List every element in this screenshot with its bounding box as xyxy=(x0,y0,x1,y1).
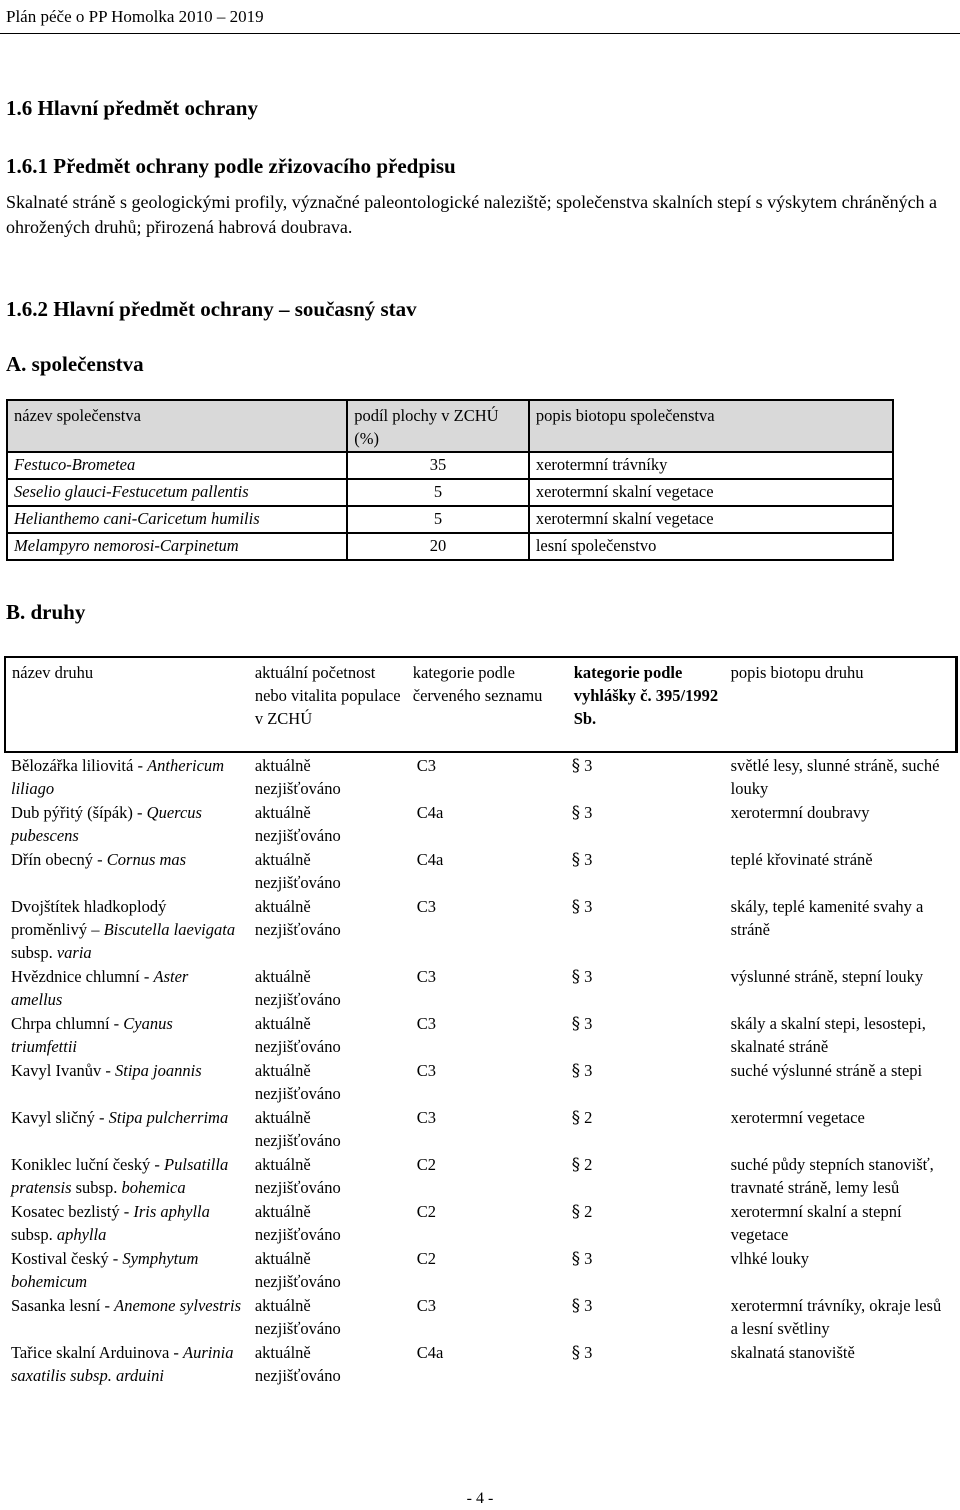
population-status-line1: aktuálně xyxy=(254,967,311,986)
species-latin-name: Aurinia saxatilis subsp. arduini xyxy=(11,1343,234,1385)
species-latin-name: Cornus mas xyxy=(106,850,187,869)
area-share: 5 xyxy=(347,506,529,533)
population-status-line2: nezjišťováno xyxy=(254,1319,341,1338)
decree-category-value: 3 xyxy=(584,803,593,822)
section-sign: § xyxy=(571,1202,580,1221)
species-latin-name: Anemone sylvestris xyxy=(114,1296,242,1315)
decree-category xyxy=(568,894,725,964)
section-sign: § xyxy=(571,1296,580,1315)
species-biotope: skalnatá stanoviště xyxy=(730,1343,855,1362)
species-biotope: suché výslunné stráně a stepi xyxy=(730,1061,923,1080)
decree-category-value: 3 xyxy=(584,1061,593,1080)
population-status-line1: aktuálně xyxy=(254,1249,311,1268)
section-sign: § xyxy=(571,897,580,916)
col-header: podíl plochy v ZCHÚ (%) xyxy=(347,400,529,452)
species-latin-name: Iris aphylla xyxy=(133,1202,210,1221)
col-header: název společenstva xyxy=(7,400,347,452)
decree-category xyxy=(568,1011,725,1058)
section-sign: § xyxy=(571,967,580,986)
population-status xyxy=(249,752,407,800)
species-biotope: skály a skalní stepi, lesostepi, skalnaté stráně xyxy=(730,1014,926,1056)
page-header-title: Plán péče o PP Homolka 2010 – 2019 xyxy=(6,7,264,26)
species-biotope: teplé křovinaté stráně xyxy=(730,850,873,869)
population-status-line1: aktuálně xyxy=(254,1061,311,1080)
species-name xyxy=(5,752,249,800)
communities-heading: A. společenstva xyxy=(6,352,144,376)
area-share: 35 xyxy=(347,452,529,479)
population-status-line2: nezjišťováno xyxy=(254,1084,341,1103)
species-header-row xyxy=(5,657,957,752)
table-row xyxy=(5,1152,957,1199)
species-subsp: subsp. xyxy=(11,1225,53,1244)
col-header: kategorie podle červeného seznamu xyxy=(407,657,568,752)
table-row xyxy=(5,1246,957,1293)
red-list-category: C3 xyxy=(416,1061,437,1080)
section-sign: § xyxy=(571,1014,580,1033)
species-czech-name: Koniklec luční český - xyxy=(11,1155,160,1174)
red-list-category: C3 xyxy=(416,897,437,916)
decree-category-value: 3 xyxy=(584,1249,593,1268)
species-name xyxy=(5,964,249,1011)
species-name xyxy=(5,847,249,894)
page-number: - 4 - xyxy=(466,1490,494,1507)
population-status-line2: nezjišťováno xyxy=(254,990,341,1009)
decree-category xyxy=(568,752,725,800)
decree-category-value: 2 xyxy=(584,1108,593,1127)
species-latin-name: Stipa joannis xyxy=(115,1061,202,1080)
species-subsp: subsp. xyxy=(11,943,53,962)
decree-category xyxy=(568,1058,725,1105)
col-header: aktuální početnost nebo vitalita populace v ZCHÚ xyxy=(249,657,407,752)
population-status xyxy=(249,1105,407,1152)
header-rule xyxy=(0,33,960,34)
table-row xyxy=(7,506,893,533)
decree-category xyxy=(568,1340,725,1387)
decree-category xyxy=(568,800,725,847)
section-sign: § xyxy=(571,1155,580,1174)
species-czech-name: Dub pýřitý (šípák) - xyxy=(11,803,143,822)
red-list-category: C4a xyxy=(416,850,444,869)
decree-category xyxy=(568,1199,725,1246)
decree-category-value: 3 xyxy=(584,1343,593,1362)
section-sign: § xyxy=(571,1061,580,1080)
species-czech-name: Bělozářka liliovitá - xyxy=(11,756,143,775)
species-biotope: skály, teplé kamenité svahy a stráně xyxy=(730,897,924,939)
decree-category-value: 3 xyxy=(584,1014,593,1033)
red-list-category: C2 xyxy=(416,1155,437,1174)
red-list-category: C3 xyxy=(416,756,437,775)
population-status xyxy=(249,1293,407,1340)
table-row xyxy=(5,1105,957,1152)
col-header: kategorie podle vyhlášky č. 395/1992 Sb. xyxy=(568,657,725,752)
red-list-category: C3 xyxy=(416,1014,437,1033)
species-table xyxy=(4,656,958,1387)
table-row xyxy=(7,533,893,560)
section-sign: § xyxy=(571,1108,580,1127)
population-status-line2: nezjišťováno xyxy=(254,1131,341,1150)
species-biotope: xerotermní vegetace xyxy=(730,1108,865,1127)
population-status-line1: aktuálně xyxy=(254,756,311,775)
decree-category-value: 3 xyxy=(584,1296,593,1315)
communities-table xyxy=(6,399,894,561)
species-latin-name: Stipa pulcherrima xyxy=(108,1108,229,1127)
subsection-heading-2: 1.6.2 Hlavní předmět ochrany – současný stav xyxy=(6,297,417,321)
red-list-category: C3 xyxy=(416,967,437,986)
species-heading: B. druhy xyxy=(6,600,86,624)
subsection-paragraph: Skalnaté stráně s geologickými profily, význačné paleontologické naleziště; společenstva skalních stepí s výskytem chráněných a ohrožených druhů; přirozená habrová doubrava. xyxy=(6,192,938,237)
table-row xyxy=(5,800,957,847)
community-name: Helianthemo cani-Caricetum humilis xyxy=(7,506,347,533)
community-name: Festuco-Brometea xyxy=(7,452,347,479)
communities-header-row xyxy=(7,400,893,452)
species-czech-name: Dřín obecný - xyxy=(11,850,103,869)
population-status xyxy=(249,1340,407,1387)
species-name xyxy=(5,1105,249,1152)
population-status-line2: nezjišťováno xyxy=(254,826,341,845)
species-czech-name: Kavyl Ivanův - xyxy=(11,1061,111,1080)
population-status xyxy=(249,1152,407,1199)
decree-category-value: 3 xyxy=(584,967,593,986)
decree-category xyxy=(568,964,725,1011)
red-list-category: C3 xyxy=(416,1108,437,1127)
species-czech-name: Kosatec bezlistý - xyxy=(11,1202,130,1221)
red-list-category: C4a xyxy=(416,803,444,822)
species-subsp-name: aphylla xyxy=(56,1225,107,1244)
population-status-line2: nezjišťováno xyxy=(254,779,341,798)
population-status xyxy=(249,800,407,847)
population-status-line2: nezjišťováno xyxy=(254,1225,341,1244)
section-sign: § xyxy=(571,850,580,869)
table-row xyxy=(5,894,957,964)
population-status xyxy=(249,894,407,964)
population-status-line2: nezjišťováno xyxy=(254,920,341,939)
table-row xyxy=(5,1011,957,1058)
population-status-line2: nezjišťováno xyxy=(254,1037,341,1056)
red-list-category: C3 xyxy=(416,1296,437,1315)
decree-category xyxy=(568,1105,725,1152)
species-czech-name: Chrpa chlumní - xyxy=(11,1014,120,1033)
population-status-line2: nezjišťováno xyxy=(254,1272,341,1291)
species-czech-name: Kavyl sličný - xyxy=(11,1108,105,1127)
species-latin-name: Cyanus triumfettii xyxy=(11,1014,173,1056)
decree-category xyxy=(568,847,725,894)
population-status xyxy=(249,847,407,894)
population-status xyxy=(249,1199,407,1246)
species-biotope: vlhké louky xyxy=(730,1249,809,1268)
species-name xyxy=(5,1058,249,1105)
population-status-line1: aktuálně xyxy=(254,803,311,822)
species-subsp: subsp. xyxy=(75,1178,118,1197)
table-row xyxy=(7,479,893,506)
subsection-heading-1: 1.6.1 Předmět ochrany podle zřizovacího předpisu xyxy=(6,154,456,178)
species-biotope: xerotermní trávníky, okraje lesů a lesní světliny xyxy=(730,1296,942,1338)
area-share: 5 xyxy=(347,479,529,506)
decree-category xyxy=(568,1152,725,1199)
decree-category-value: 3 xyxy=(584,756,593,775)
species-latin-name: Symphytum bohemicum xyxy=(11,1249,199,1291)
red-list-category: C2 xyxy=(416,1249,437,1268)
community-name: Melampyro nemorosi-Carpinetum xyxy=(7,533,347,560)
table-row xyxy=(5,1293,957,1340)
population-status xyxy=(249,1011,407,1058)
section-sign: § xyxy=(571,756,580,775)
col-header: popis biotopu druhu xyxy=(725,657,957,752)
col-header: popis biotopu společenstva xyxy=(529,400,893,452)
community-name: Seselio glauci-Festucetum pallentis xyxy=(7,479,347,506)
species-latin-name: Quercus pubescens xyxy=(11,803,202,845)
decree-category xyxy=(568,1246,725,1293)
decree-category-value: 2 xyxy=(584,1202,593,1221)
table-row xyxy=(5,964,957,1011)
species-name xyxy=(5,1011,249,1058)
species-subsp-name: varia xyxy=(56,943,92,962)
decree-category-value: 3 xyxy=(584,897,593,916)
population-status xyxy=(249,1246,407,1293)
species-czech-name: Hvězdnice chlumní - xyxy=(11,967,150,986)
table-row xyxy=(5,847,957,894)
species-latin-name: Anthericum liliago xyxy=(11,756,225,798)
population-status-line1: aktuálně xyxy=(254,1155,311,1174)
species-czech-name: Sasanka lesní - xyxy=(11,1296,110,1315)
population-status-line1: aktuálně xyxy=(254,850,311,869)
species-name xyxy=(5,1246,249,1293)
section-sign: § xyxy=(571,1343,580,1362)
population-status-line1: aktuálně xyxy=(254,1108,311,1127)
species-czech-name: Dvojštítek hladkoplodý proměnlivý – xyxy=(11,897,167,939)
species-name xyxy=(5,894,249,964)
table-row xyxy=(5,1058,957,1105)
section-sign: § xyxy=(571,803,580,822)
species-name xyxy=(5,1152,249,1199)
decree-category xyxy=(568,1293,725,1340)
population-status xyxy=(249,964,407,1011)
species-name xyxy=(5,1293,249,1340)
red-list-category: C2 xyxy=(416,1202,437,1221)
decree-category-value: 2 xyxy=(584,1155,593,1174)
population-status-line1: aktuálně xyxy=(254,1296,311,1315)
area-share: 20 xyxy=(347,533,529,560)
decree-category-value: 3 xyxy=(584,850,593,869)
table-row xyxy=(5,752,957,800)
species-name xyxy=(5,1199,249,1246)
population-status-line1: aktuálně xyxy=(254,897,311,916)
species-name xyxy=(5,800,249,847)
table-row xyxy=(7,452,893,479)
biotope-description: xerotermní skalní vegetace xyxy=(529,506,893,533)
population-status-line1: aktuálně xyxy=(254,1202,311,1221)
table-row xyxy=(5,1340,957,1387)
section-sign: § xyxy=(571,1249,580,1268)
biotope-description: lesní společenstvo xyxy=(529,533,893,560)
species-latin-name: Pulsatilla pratensis xyxy=(11,1155,229,1197)
species-biotope: xerotermní skalní a stepní vegetace xyxy=(730,1202,902,1244)
species-czech-name: Tařice skalní Arduinova - xyxy=(11,1343,179,1362)
population-status-line2: nezjišťováno xyxy=(254,1178,341,1197)
population-status xyxy=(249,1058,407,1105)
species-biotope: suché půdy stepních stanovišť, travnaté stráně, lemy lesů xyxy=(730,1155,934,1197)
section-heading: 1.6 Hlavní předmět ochrany xyxy=(6,96,258,120)
species-name xyxy=(5,1340,249,1387)
col-header: název druhu xyxy=(5,657,249,752)
population-status-line1: aktuálně xyxy=(254,1343,311,1362)
table-row xyxy=(5,1199,957,1246)
population-status-line2: nezjišťováno xyxy=(254,873,341,892)
species-biotope: výslunné stráně, stepní louky xyxy=(730,967,924,986)
species-subsp-name: bohemica xyxy=(121,1178,186,1197)
species-czech-name: Kostival český - xyxy=(11,1249,119,1268)
species-latin-name: Biscutella laevigata xyxy=(103,920,236,939)
species-biotope: světlé lesy, slunné stráně, suché louky xyxy=(730,756,940,798)
species-biotope: xerotermní doubravy xyxy=(730,803,870,822)
population-status-line1: aktuálně xyxy=(254,1014,311,1033)
species-latin-name: Aster amellus xyxy=(11,967,189,1009)
red-list-category: C4a xyxy=(416,1343,444,1362)
biotope-description: xerotermní skalní vegetace xyxy=(529,479,893,506)
population-status-line2: nezjišťováno xyxy=(254,1366,341,1385)
biotope-description: xerotermní trávníky xyxy=(529,452,893,479)
